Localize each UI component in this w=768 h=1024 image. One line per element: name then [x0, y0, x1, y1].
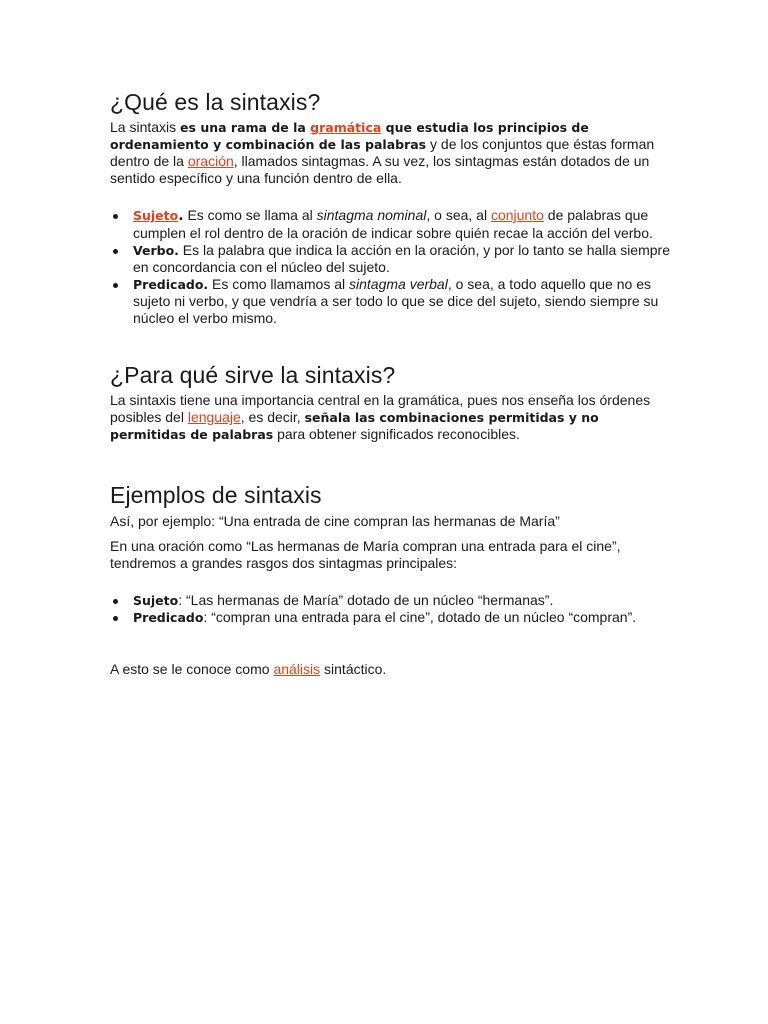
italic-text: sintagma nominal: [316, 207, 427, 223]
text: A esto se le conoce como: [110, 661, 274, 677]
text: Es como llamamos al: [208, 276, 349, 292]
link-sujeto[interactable]: Sujeto: [133, 208, 179, 223]
link-oracion[interactable]: oración: [187, 153, 234, 169]
italic-text: sintagma verbal: [349, 276, 448, 292]
heading-que-es-la-sintaxis: ¿Qué es la sintaxis?: [110, 89, 321, 115]
text: La sintaxis: [110, 119, 181, 135]
example-paragraph: Así, por ejemplo: “Una entrada de cine compran las hermanas de María”: [110, 513, 560, 529]
heading-ejemplos: Ejemplos de sintaxis: [110, 482, 322, 508]
importance-paragraph: [110, 392, 670, 443]
bold-text: señala las combinaciones permitidas y no permitidas de palabras: [110, 410, 599, 442]
text: : “compran una entrada para el cine”, dotado de un núcleo “compran”.: [203, 609, 637, 625]
sintaxis-components-list: [110, 207, 670, 327]
text: Es como se llama al: [183, 207, 317, 223]
example-components-list: [110, 592, 636, 626]
link-conjunto[interactable]: conjunto: [490, 207, 544, 223]
bold-text: Predicado: [133, 610, 204, 625]
heading-para-que-sirve: ¿Para qué sirve la sintaxis?: [110, 362, 396, 388]
text: Es la palabra que indica la acción en la oración, y por lo tanto se halla siempre en concordancia con el núcleo del sujeto.: [133, 242, 670, 275]
text: , es decir,: [240, 409, 305, 425]
intro-paragraph: [110, 119, 670, 187]
link-gramatica[interactable]: gramática: [310, 120, 382, 135]
list-item-verbo: [110, 242, 670, 276]
text: La sintaxis tiene una importancia central en la gramática, pues nos enseña los órdenes posibles del: [110, 392, 651, 425]
bold-text: Predicado.: [133, 277, 209, 292]
bold-text: Verbo.: [133, 243, 179, 258]
bold-text: .: [178, 208, 184, 224]
link-lenguaje[interactable]: lenguaje: [187, 409, 241, 425]
text: , o sea, a todo aquello que no es sujeto ni verbo, y que vendría a ser todo lo que se dice del sujeto, siendo siempre su núcleo el verbo mismo.: [133, 276, 659, 326]
text: : “Las hermanas de María” dotado de un núcleo “hermanas”.: [178, 592, 554, 608]
text: sintáctico.: [320, 661, 387, 677]
list-item-sujeto-example: [110, 592, 636, 609]
text: y de los conjuntos que éstas forman dentro de la: [110, 136, 655, 169]
text: de palabras que cumplen el rol dentro de la oración de indicar sobre quién recae la acción del verbo.: [133, 207, 653, 241]
list-item-sujeto: [110, 207, 670, 242]
text: , llamados sintagmas. A su vez, los sintagmas están dotados de un sentido específico y una función dentro de ella.: [110, 153, 650, 186]
bold-text: que estudia los principios de ordenamiento y combinación de las palabras: [110, 120, 589, 152]
explanation-paragraph: En una oración como “Las hermanas de María compran una entrada para el cine”, tendremos a grandes rasgos dos sintagmas principales:: [110, 538, 621, 571]
bold-text: Sujeto: [133, 593, 179, 608]
list-item-predicado-example: [110, 609, 636, 626]
list-item-predicado: [110, 276, 670, 327]
text: para obtener significados reconocibles.: [273, 426, 520, 442]
bold-text: es una rama de la: [180, 120, 311, 135]
closing-paragraph: [110, 661, 386, 678]
text: , o sea, al: [426, 207, 491, 223]
link-analisis[interactable]: análisis: [273, 661, 321, 677]
